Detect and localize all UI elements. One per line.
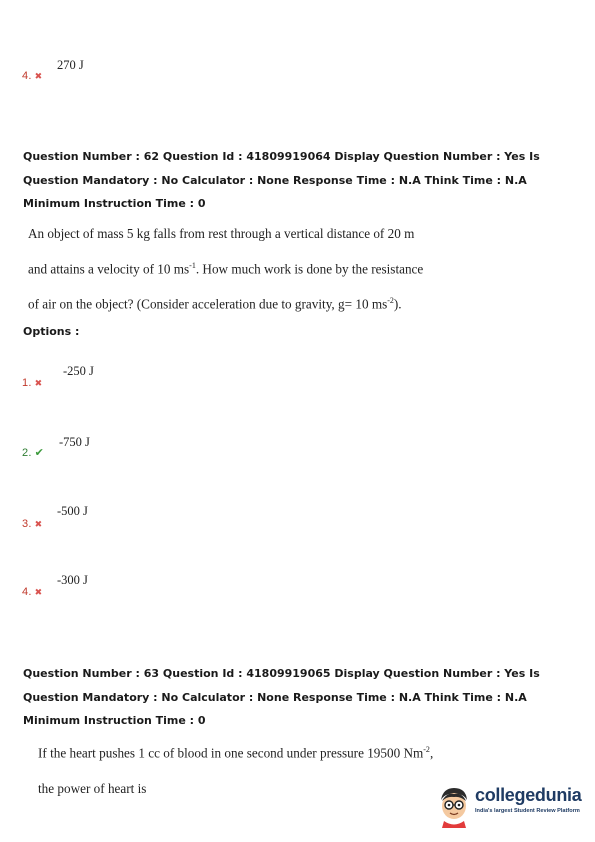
logo-wordmark: collegedunia <box>475 785 582 805</box>
option-number-label: 4. <box>22 70 32 82</box>
question-62-text-line-2 <box>28 261 423 277</box>
question-text-segment: . How much work is done by the resistance <box>195 261 424 277</box>
superscript: -1 <box>189 261 196 270</box>
option-number-label: 2. <box>22 447 32 459</box>
superscript: -2 <box>387 296 394 305</box>
logo-tagline: India's largest Student Review Platform <box>475 808 580 814</box>
question-text-segment: and attains a velocity of 10 ms <box>28 261 190 277</box>
question-63-text-line-2: the power of heart is <box>38 781 147 796</box>
wrong-mark-icon: ✖ <box>34 71 43 81</box>
option-1-answer: -250 J <box>63 364 94 378</box>
option-1-number <box>22 377 42 389</box>
correct-check-icon: ✔ <box>34 447 44 459</box>
question-text-segment: , <box>429 745 434 761</box>
wrong-mark-icon: ✖ <box>34 378 43 388</box>
previous-option-answer: 270 J <box>57 58 84 72</box>
options-label: Options : <box>23 325 80 338</box>
option-number-label: 3. <box>22 518 32 530</box>
superscript: -2 <box>423 745 430 754</box>
previous-option-number <box>22 70 42 82</box>
option-3-number <box>22 518 42 530</box>
question-text-segment: ). <box>393 296 402 312</box>
question-63-text-line-1 <box>38 745 433 761</box>
option-4-answer: -300 J <box>57 573 88 587</box>
question-text-segment: of air on the object? (Consider acceleration due to gravity, g= 10 ms <box>28 296 388 312</box>
wrong-mark-icon: ✖ <box>34 519 43 529</box>
wrong-mark-icon: ✖ <box>34 587 43 597</box>
mascot-icon <box>435 784 473 828</box>
option-2-number <box>22 446 44 459</box>
collegedunia-logo <box>435 784 585 828</box>
option-4-number <box>22 586 42 598</box>
question-62-text-line-3 <box>28 296 402 312</box>
option-number-label: 1. <box>22 377 32 389</box>
question-62-text-line-1: An object of mass 5 kg falls from rest through a vertical distance of 20 m <box>28 226 415 241</box>
option-number-label: 4. <box>22 586 32 598</box>
option-2-answer: -750 J <box>59 435 90 449</box>
question-text-segment: If the heart pushes 1 cc of blood in one second under pressure 19500 Nm <box>38 745 424 761</box>
question-63-metadata: Question Number : 63 Question Id : 41809919065 Display Question Number : Yes Is Question Mandatory : No Calculator : None Response Time : N.A Think Time : N.A Minimum Instruction Time : 0 <box>23 667 540 727</box>
question-62-metadata: Question Number : 62 Question Id : 41809919064 Display Question Number : Yes Is Question Mandatory : No Calculator : None Response Time : N.A Think Time : N.A Minimum Instruction Time : 0 <box>23 150 540 210</box>
option-3-answer: -500 J <box>57 504 88 518</box>
